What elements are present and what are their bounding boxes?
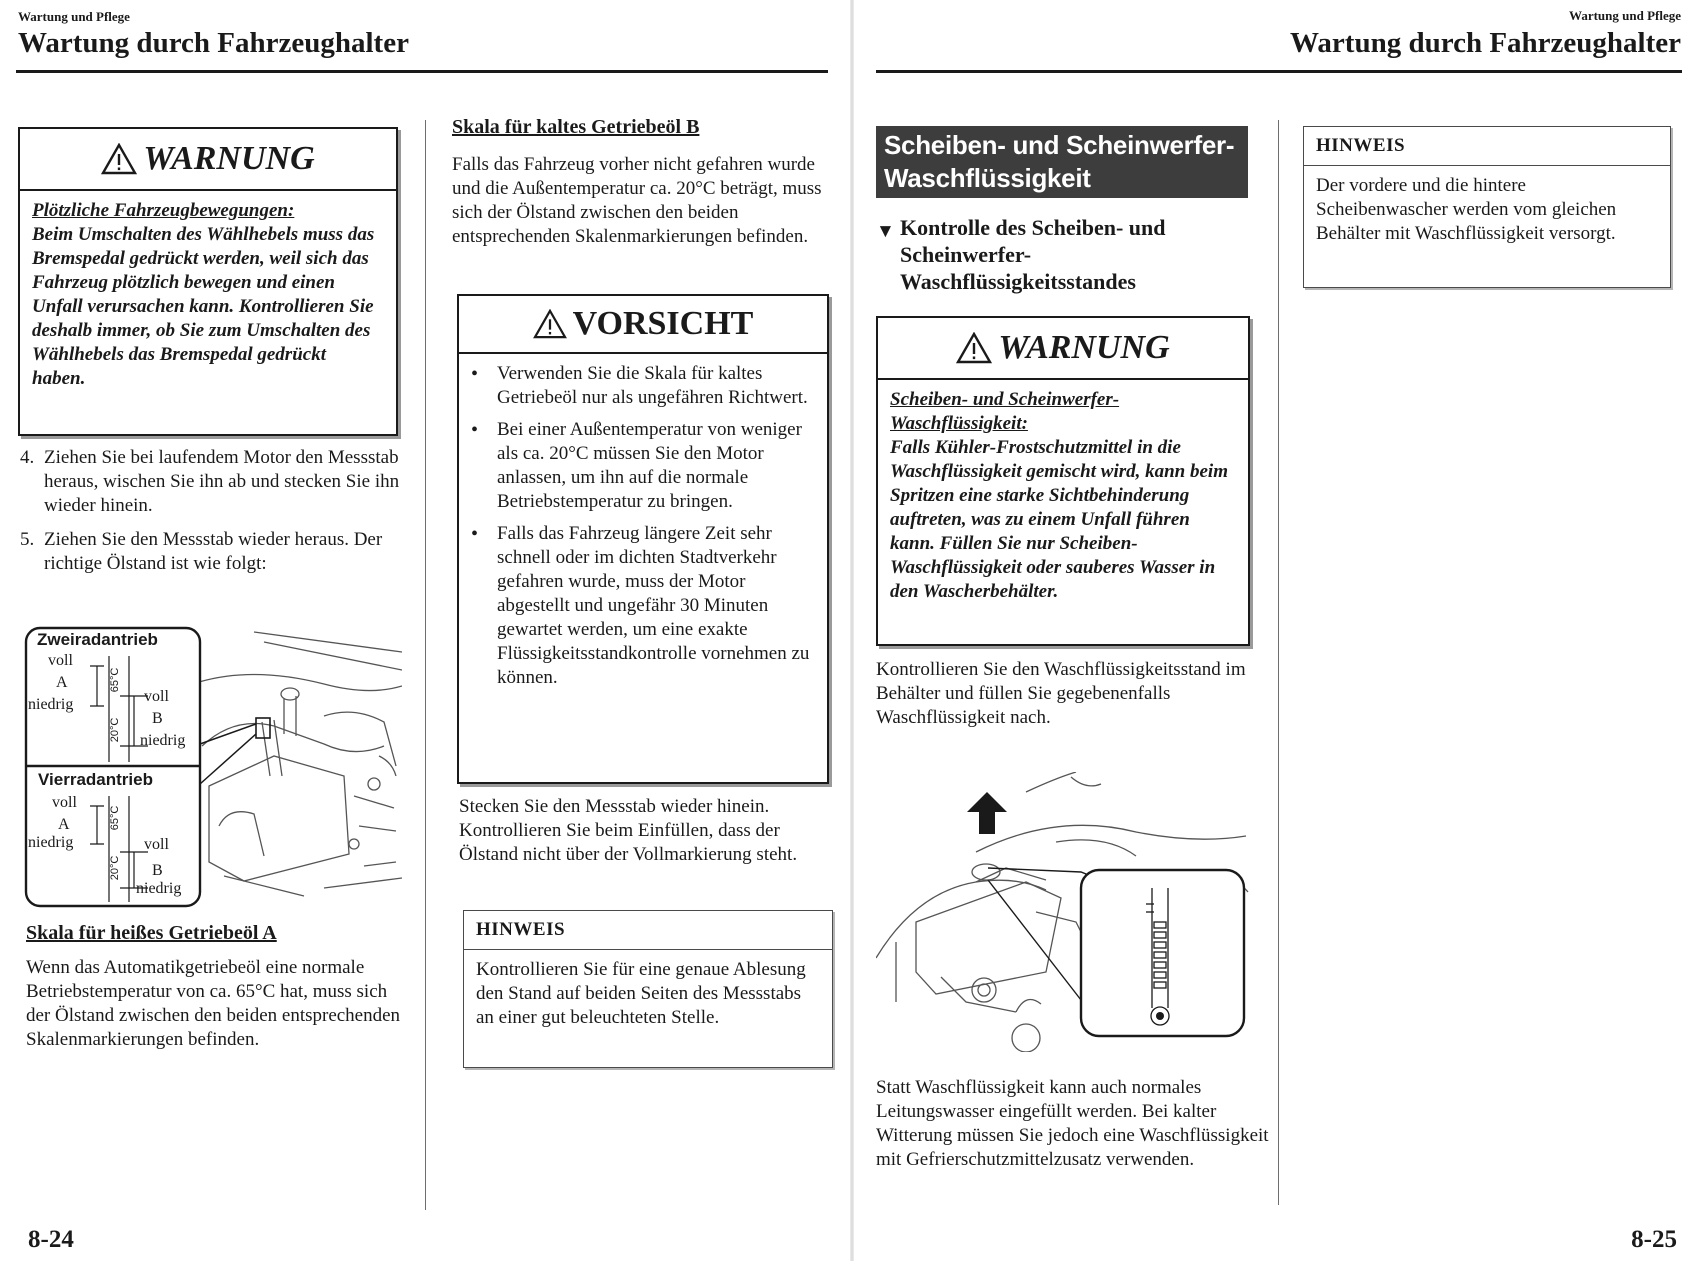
warning-subtitle: Scheiben- und Scheinwerfer- [890, 389, 1120, 410]
warning-heading-text: WARNUNG [998, 329, 1170, 366]
triangle-down-icon: ▼ [876, 221, 895, 242]
label-niedrig: niedrig [28, 696, 74, 713]
caution-body [459, 354, 827, 704]
cold-oil-heading: Skala für kaltes Getriebeöl B [452, 116, 700, 138]
label-temp-cold: 20°C [109, 717, 121, 743]
list-item [471, 418, 815, 514]
label-voll: voll [144, 688, 169, 705]
step-text: Ziehen Sie den Messstab wieder heraus. Der richtige Ölstand ist wie folgt: [44, 529, 383, 574]
warning-body [878, 380, 1248, 612]
note-heading: HINWEIS [464, 911, 832, 950]
note-box-right [1303, 126, 1671, 288]
bullet-icon: • [471, 363, 479, 385]
label-temp-hot: 65°C [109, 805, 121, 831]
label-scale-a: A [56, 674, 68, 691]
label-voll: voll [48, 652, 73, 669]
section-title-line: Scheiben- und Scheinwerfer- [884, 130, 1235, 160]
warning-heading [878, 318, 1248, 380]
sub-heading-line-1 [876, 214, 1256, 241]
steps-list [20, 446, 400, 576]
warning-subtitle: Plötzliche Fahrzeugbewegungen: [32, 200, 295, 221]
cold-oil-text: Falls das Fahrzeug vorher nicht gefahren wurde und die Außentemperatur ca. 20°C beträgt, muss sich der Ölstand zwischen den beiden entsprechenden Skalenmarkierungen befinden. [452, 154, 822, 247]
note-text: Kontrollieren Sie für eine genaue Ablesung den Stand auf beiden Seiten des Messstabs an einer gut beleuchteten Stelle. [476, 959, 806, 1028]
sub-heading-text: Waschflüssigkeitsstandes [900, 269, 1136, 294]
caution-box [457, 294, 829, 784]
header-rule-left [16, 70, 828, 73]
caution-bullet-text: Verwenden Sie die Skala für kaltes Getriebeöl nur als ungefähren Richtwert. [497, 363, 808, 408]
label-scale-b: B [152, 862, 163, 879]
caution-bullet-text: Bei einer Außentemperatur von weniger als ca. 20°C müssen Sie den Motor anlassen, um ihn auf die normale Betriebstemperatur zu bringen. [497, 419, 802, 512]
label-voll: voll [52, 794, 77, 811]
warning-subtitle: Waschflüssigkeit: [890, 413, 1028, 434]
washer-reservoir-illustration [876, 772, 1252, 1052]
warning-body [20, 191, 396, 399]
section-title-box [876, 126, 1248, 198]
bullet-icon: • [471, 419, 479, 441]
page-title-right: Wartung durch Fahrzeughalter [1290, 27, 1681, 59]
list-item [20, 528, 400, 576]
bullet-icon: • [471, 523, 479, 545]
hot-oil-text: Wenn das Automatikgetriebeöl eine normale Betriebstemperatur von ca. 65°C hat, muss sich der Ölstand zwischen den beiden entsprechenden Skalenmarkierungen befinden. [26, 957, 401, 1050]
label-scale-b: B [152, 710, 163, 727]
label-niedrig: niedrig [140, 732, 186, 749]
label-scale-a: A [58, 816, 70, 833]
reinsert-text: Stecken Sie den Messstab wieder hinein. Kontrollieren Sie beim Einfüllen, dass der Ölstand nicht über der Vollmarkierung steht. [459, 796, 798, 865]
check-text: Kontrollieren Sie den Waschflüssigkeitsstand im Behälter und füllen Sie gegebenenfalls Waschflüssigkeit nach. [876, 659, 1246, 728]
hot-oil-heading: Skala für heißes Getriebeöl A [26, 922, 277, 944]
caution-bullet-text: Falls das Fahrzeug längere Zeit sehr schnell oder im dichten Stadtverkehr gefahren wurde, muss der Motor abgestellt und ungefähr 30 Minuten gewartet werden, um eine exakte Flüssigkeitsstandkontrolle vornehmen zu können. [497, 523, 810, 688]
label-niedrig: niedrig [28, 834, 74, 851]
washer-figure [876, 772, 1252, 1052]
sub-heading-text: Kontrolle des Scheiben- und [900, 215, 1166, 240]
note-text: Der vordere und die hintere Scheibenwascher werden vom gleichen Behälter mit Waschflüssigkeit versorgt. [1316, 175, 1617, 244]
section-label-right: Wartung und Pflege [1569, 8, 1681, 23]
warning-box-right [876, 316, 1250, 646]
list-item [471, 522, 815, 690]
dipstick-figure [24, 626, 402, 908]
caution-triangle-icon [533, 309, 567, 339]
step-text: Ziehen Sie bei laufendem Motor den Messstab heraus, wischen Sie ihn ab und stecken Sie ihn wieder hinein. [44, 447, 400, 516]
label-voll: voll [144, 836, 169, 853]
step-number: 4. [20, 447, 35, 468]
page-title-left: Wartung durch Fahrzeughalter [18, 27, 409, 59]
sub-heading [876, 214, 1256, 295]
warning-heading-text: WARNUNG [143, 140, 315, 177]
note-box-left [463, 910, 833, 1068]
warning-text: Beim Umschalten des Wählhebels muss das Bremspedal gedrückt werden, weil sich das Fahrzeug plötzlich bewegen und einen Unfall verursachen kann. Kontrollieren Sie deshalb immer, ob Sie zum Umschalten des Wählhebels das Bremspedal gedrückt haben. [32, 224, 375, 389]
water-text: Statt Waschflüssigkeit kann auch normales Leitungswasser eingefüllt werden. Bei kalter Witterung müssen Sie jedoch eine Waschflüssigkeit mit Gefrierschutzmittelzusatz verwenden. [876, 1077, 1269, 1170]
label-temp-hot: 65°C [109, 667, 121, 693]
label-vierradantrieb: Vierradantrieb [38, 770, 153, 789]
label-temp-cold: 20°C [109, 855, 121, 881]
note-heading: HINWEIS [1304, 127, 1670, 166]
page-number-left: 8-24 [28, 1226, 74, 1253]
engine-illustration [24, 626, 402, 908]
warning-triangle-icon [956, 332, 992, 364]
column-divider-left [425, 120, 426, 1210]
warning-triangle-icon [101, 143, 137, 175]
header-rule-right [876, 70, 1682, 73]
step-number: 5. [20, 529, 35, 550]
caution-heading-text: VORSICHT [572, 305, 754, 342]
caution-heading [459, 296, 827, 354]
warning-text: Falls Kühler-Frostschutzmittel in die Waschflüssigkeit gemischt wird, kann beim Spritzen eine starke Sichtbehinderung auftreten, was zu einem Unfall führen kann. Füllen Sie nur Scheiben-Waschflüssigkeit oder sauberes Wasser in den Wascherbehälter. [890, 437, 1228, 602]
column-divider-right [1278, 120, 1279, 1205]
list-item [20, 446, 400, 518]
page-number-right: 8-25 [1631, 1226, 1677, 1253]
list-item [471, 362, 815, 410]
sub-heading-text: Scheinwerfer- [900, 242, 1032, 267]
warning-box-left [18, 127, 398, 436]
section-label-left: Wartung und Pflege [18, 9, 130, 24]
label-zweiradantrieb: Zweiradantrieb [37, 630, 158, 649]
label-niedrig: niedrig [136, 880, 182, 897]
section-title-line: Waschflüssigkeit [884, 163, 1091, 193]
warning-heading [20, 129, 396, 191]
book-spine [850, 0, 854, 1261]
